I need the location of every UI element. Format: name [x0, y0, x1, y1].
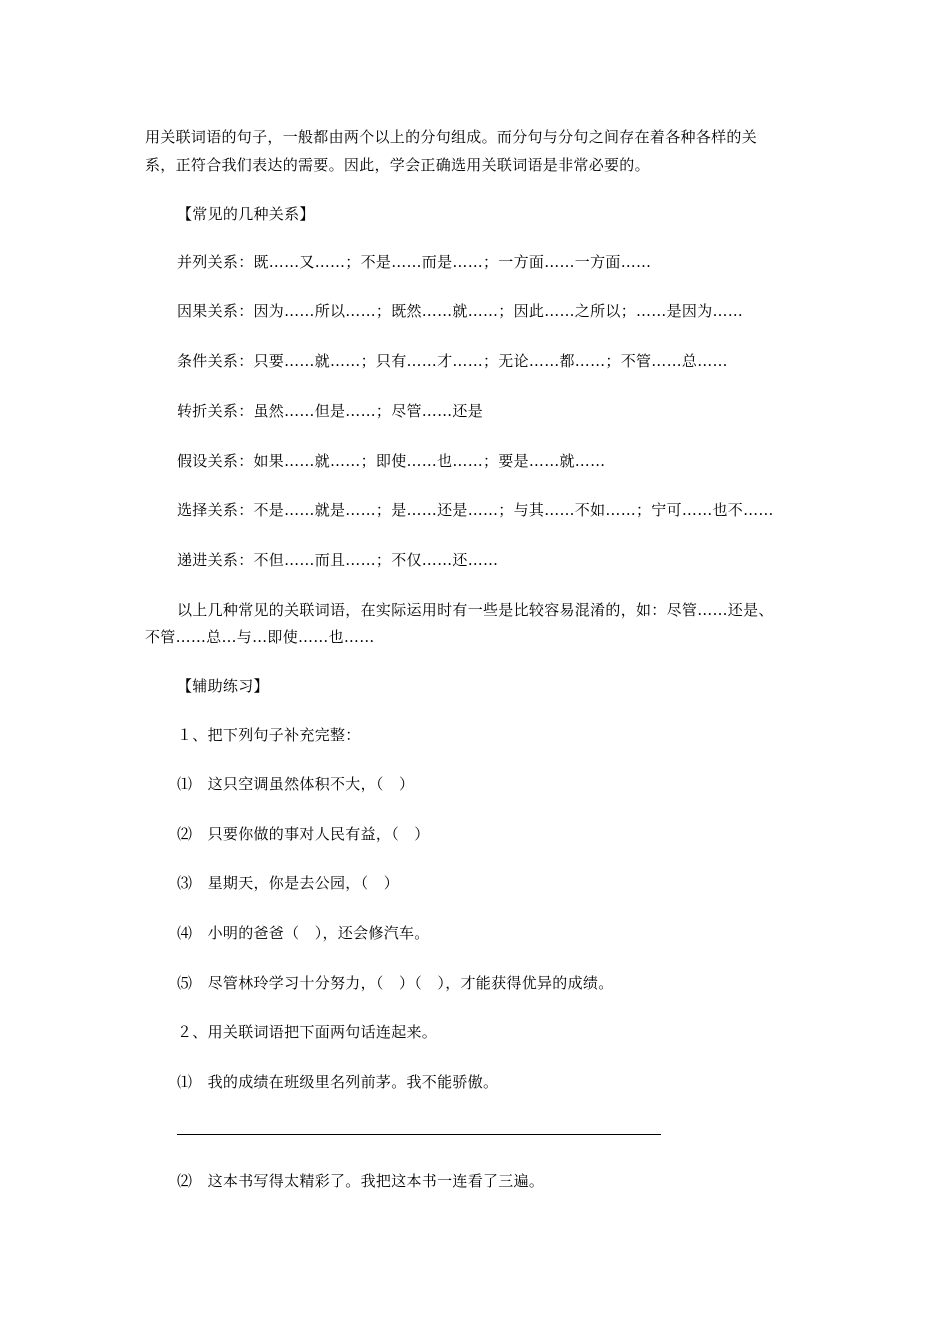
- question-1-item-4: ⑷ 小明的爸爸（ ），还会修汽车。: [177, 924, 430, 942]
- question-1-item-2: ⑵ 只要你做的事对人民有益，（ ）: [177, 825, 430, 843]
- relation-adversative: 转折关系：虽然……但是……；尽管……还是: [177, 402, 484, 420]
- question-1-item-3: ⑶ 星期天，你是去公园，（ ）: [177, 874, 400, 892]
- question-1-item-1: ⑴ 这只空调虽然体积不大，（ ）: [177, 775, 415, 793]
- intro-line-1: 用关联词语的句子，一般都由两个以上的分句组成。而分句与分句之间存在着各种各样的关: [145, 128, 758, 146]
- question-2-title: ２、用关联词语把下面两句话连起来。: [177, 1023, 438, 1041]
- relation-alternative: 选择关系：不是……就是……；是……还是……；与其……不如……；宁可……也不……: [177, 501, 774, 519]
- relation-hypothetical: 假设关系：如果……就……；即使……也……；要是……就……: [177, 452, 606, 470]
- summary-line-1: 以上几种常见的关联词语，在实际运用时有一些是比较容易混淆的，如：尽管……还是、: [177, 601, 774, 619]
- question-1-title: １、把下列句子补充完整：: [177, 726, 361, 744]
- relation-causal: 因果关系：因为……所以……；既然……就……；因此……之所以；……是因为……: [177, 302, 744, 320]
- summary-line-2: 不管……总…与…即使……也……: [145, 628, 375, 646]
- section-heading-common: 【常见的几种关系】: [177, 205, 315, 223]
- relation-conditional: 条件关系：只要……就……；只有……才……；无论……都……；不管……总……: [177, 352, 728, 370]
- section-heading-practice: 【辅助练习】: [177, 677, 269, 695]
- question-2-item-2: ⑵ 这本书写得太精彩了。我把这本书一连看了三遍。: [177, 1172, 545, 1190]
- relation-parallel: 并列关系：既……又……；不是……而是……；一方面……一方面……: [177, 253, 652, 271]
- relation-progressive: 递进关系：不但……而且……；不仅……还……: [177, 551, 499, 569]
- intro-line-2: 系，正符合我们表达的需要。因此，学会正确选用关联词语是非常必要的。: [145, 156, 650, 174]
- question-2-item-1: ⑴ 我的成绩在班级里名列前茅。我不能骄傲。: [177, 1073, 499, 1091]
- answer-line: [177, 1134, 661, 1135]
- question-1-item-5: ⑸ 尽管林玲学习十分努力，（ ）（ ），才能获得优异的成绩。: [177, 974, 614, 992]
